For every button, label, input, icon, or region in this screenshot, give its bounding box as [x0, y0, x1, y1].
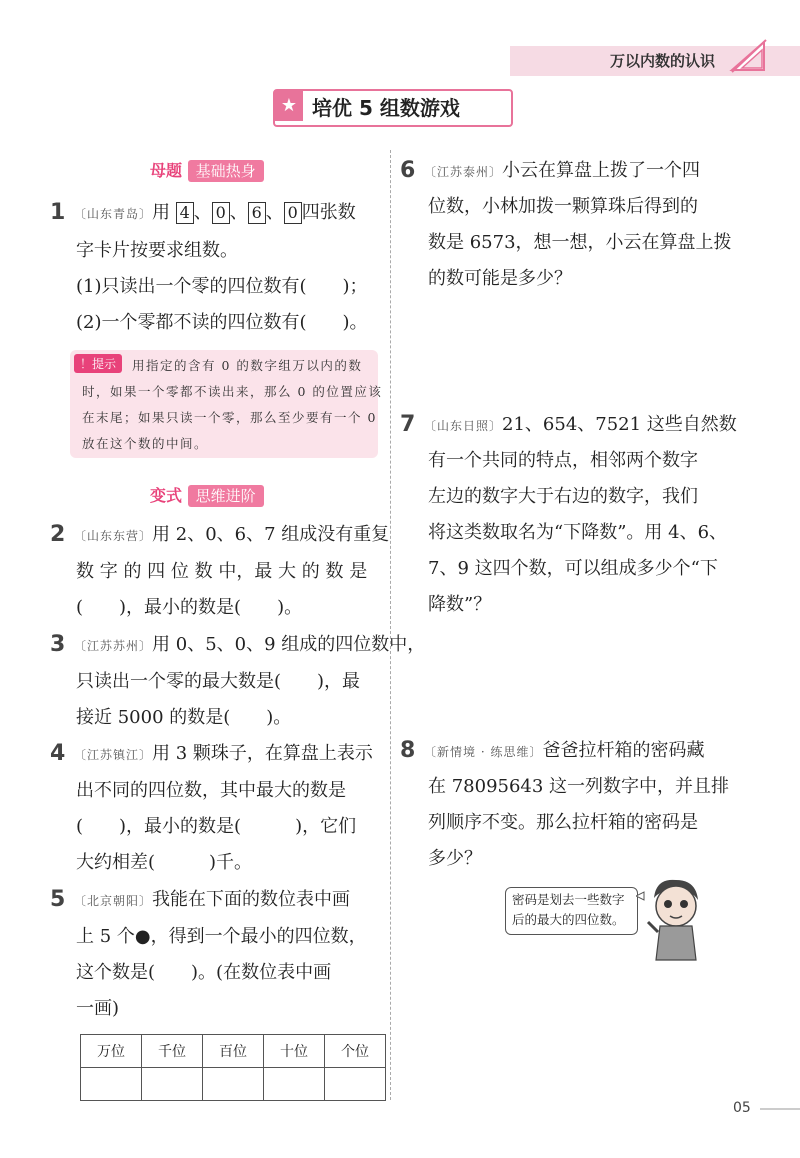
- question-number: 5: [50, 887, 66, 912]
- question-number: 6: [400, 158, 416, 183]
- question-number: 7: [400, 412, 416, 437]
- tip-line: 时，如果一个零都不读出来，那么 0 的位置应该: [82, 384, 383, 399]
- place-value-table: [80, 1034, 386, 1101]
- question-1-line-1: [74, 194, 356, 233]
- answer-cell[interactable]: [325, 1068, 386, 1101]
- tip-line: 放在这个数的中间。: [82, 436, 209, 451]
- question-8-line-4: 多少？: [428, 848, 482, 869]
- table-answer-row: [81, 1068, 386, 1101]
- section-label: 变式: [150, 486, 183, 505]
- question-5-line-1: [74, 881, 350, 920]
- answer-cell[interactable]: [203, 1068, 264, 1101]
- question-6-line-3: 数是 6573，想一想，小云在算盘上拨: [428, 232, 732, 253]
- question-7-line-4: 将这类数取名为“下降数”。用 4、6、: [428, 522, 728, 543]
- table-header-cell: 个位: [325, 1035, 386, 1068]
- question-source: 〔山东日照〕: [424, 419, 503, 433]
- question-number: 8: [400, 738, 416, 763]
- question-text: 用: [152, 202, 171, 223]
- separator: 、: [229, 202, 248, 223]
- separator: 、: [193, 202, 212, 223]
- answer-cell[interactable]: [81, 1068, 142, 1101]
- answer-cell[interactable]: [142, 1068, 203, 1101]
- question-source: 〔江苏苏州〕: [74, 639, 153, 653]
- question-source: 〔山东青岛〕: [74, 207, 153, 221]
- question-7-line-3: 左边的数字大于右边的数字，我们: [428, 486, 698, 507]
- column-divider: [390, 150, 391, 1100]
- question-3-line-2: 只读出一个零的最大数是( )，最: [76, 671, 361, 692]
- question-text: 用 0、5、0、9 组成的四位数中，: [152, 634, 426, 655]
- section-label: 母题: [150, 161, 183, 180]
- question-2-line-2: 数 字 的 四 位 数 中，最 大 的 数 是: [76, 561, 368, 582]
- question-source: 〔江苏泰州〕: [424, 165, 503, 179]
- digit-card: 0: [212, 202, 230, 224]
- question-6-line-1: [424, 152, 700, 191]
- question-2-line-3: ( )，最小的数是( )。: [76, 597, 303, 618]
- question-4-line-1: [74, 735, 373, 774]
- separator: 、: [265, 202, 284, 223]
- question-6-line-2: 位数，小林加拨一颗算珠后得到的: [428, 196, 698, 217]
- table-header-cell: 千位: [142, 1035, 203, 1068]
- question-text: 我能在下面的数位表中画: [152, 889, 351, 910]
- question-4-line-2: 出不同的四位数，其中最大的数是: [76, 780, 346, 801]
- lesson-title: 培优 5 组数游戏: [312, 96, 460, 120]
- digit-card: 6: [248, 202, 266, 224]
- page-number-rule: [760, 1108, 800, 1110]
- question-8-line-2: 在 78095643 这一列数字中，并且排: [428, 776, 730, 797]
- hint-speech-bubble: [505, 887, 638, 935]
- question-number: 4: [50, 741, 66, 766]
- section-sublabel: 思维进阶: [188, 485, 264, 507]
- question-3-line-3: 接近 5000 的数是( )。: [76, 707, 292, 728]
- question-text: 小云在算盘上拨了一个四: [502, 160, 701, 181]
- question-number: 3: [50, 632, 66, 657]
- question-5-line-3: 这个数是( )。(在数位表中画: [76, 962, 332, 983]
- question-1-line-3: (1)只读出一个零的四位数有( )；: [76, 276, 368, 297]
- tip-badge: ！提示: [74, 354, 122, 373]
- tip-line: 用指定的含有 0 的数字组万以内的数: [132, 358, 363, 373]
- question-7-line-1: [424, 406, 737, 445]
- table-header-cell: 百位: [203, 1035, 264, 1068]
- bubble-line: 密码是划去一些数字: [512, 892, 625, 907]
- section-sublabel: 基础热身: [188, 160, 264, 182]
- question-7-line-2: 有一个共同的特点，相邻两个数字: [428, 450, 698, 471]
- question-8-line-1: [424, 732, 704, 771]
- table-header-row: [81, 1035, 386, 1068]
- question-3-line-1: [74, 626, 425, 665]
- question-source: 〔山东东营〕: [74, 529, 153, 543]
- boy-character-icon: [636, 876, 712, 962]
- question-6-line-4: 的数可能是多少？: [428, 268, 572, 289]
- star-icon: ★: [275, 91, 303, 121]
- table-header-cell: 十位: [264, 1035, 325, 1068]
- bubble-line: 后的最大的四位数。: [512, 912, 625, 927]
- digit-card: 0: [284, 202, 302, 224]
- digit-card: 4: [176, 202, 194, 224]
- question-2-line-1: [74, 516, 389, 555]
- table-header-cell: 万位: [81, 1035, 142, 1068]
- question-text: 21、654、7521 这些自然数: [502, 414, 737, 435]
- question-text: 爸爸拉杆箱的密码藏: [542, 740, 705, 761]
- question-4-line-3: ( )，最小的数是( )，它们: [76, 816, 357, 837]
- question-number: 1: [50, 200, 66, 225]
- question-1-line-4: (2)一个零都不读的四位数有( )。: [76, 312, 368, 333]
- question-text: 四张数: [301, 202, 356, 223]
- page-number: 05: [733, 1100, 751, 1116]
- question-4-line-4: 大约相差( )千。: [76, 852, 253, 873]
- question-1-line-2: 字卡片按要求组数。: [76, 240, 238, 261]
- question-5-line-2: 上 5 个●，得到一个最小的四位数，: [76, 926, 367, 947]
- question-8-line-3: 列顺序不变。那么拉杆箱的密码是: [428, 812, 698, 833]
- question-7-line-5: 7、9 这四个数，可以组成多少个“下: [428, 558, 718, 579]
- question-source: 〔江苏镇江〕: [74, 748, 153, 762]
- question-source: 〔北京朝阳〕: [74, 894, 153, 908]
- section-heading-advanced: [150, 483, 264, 506]
- chapter-title: 万以内数的认识: [610, 52, 716, 70]
- answer-cell[interactable]: [264, 1068, 325, 1101]
- question-source: 〔新情境 · 练思维〕: [424, 745, 543, 759]
- tip-line: 在末尾；如果只读一个零，那么至少要有一个 0: [82, 410, 377, 425]
- question-5-line-4: 一画): [76, 998, 120, 1019]
- section-heading-basic: [150, 158, 264, 181]
- ruler-triangle-icon: [728, 38, 768, 74]
- question-number: 2: [50, 522, 66, 547]
- question-text: 用 2、0、6、7 组成没有重复: [152, 524, 390, 545]
- question-7-line-6: 降数”？: [428, 594, 492, 615]
- question-text: 用 3 颗珠子，在算盘上表示: [152, 743, 373, 764]
